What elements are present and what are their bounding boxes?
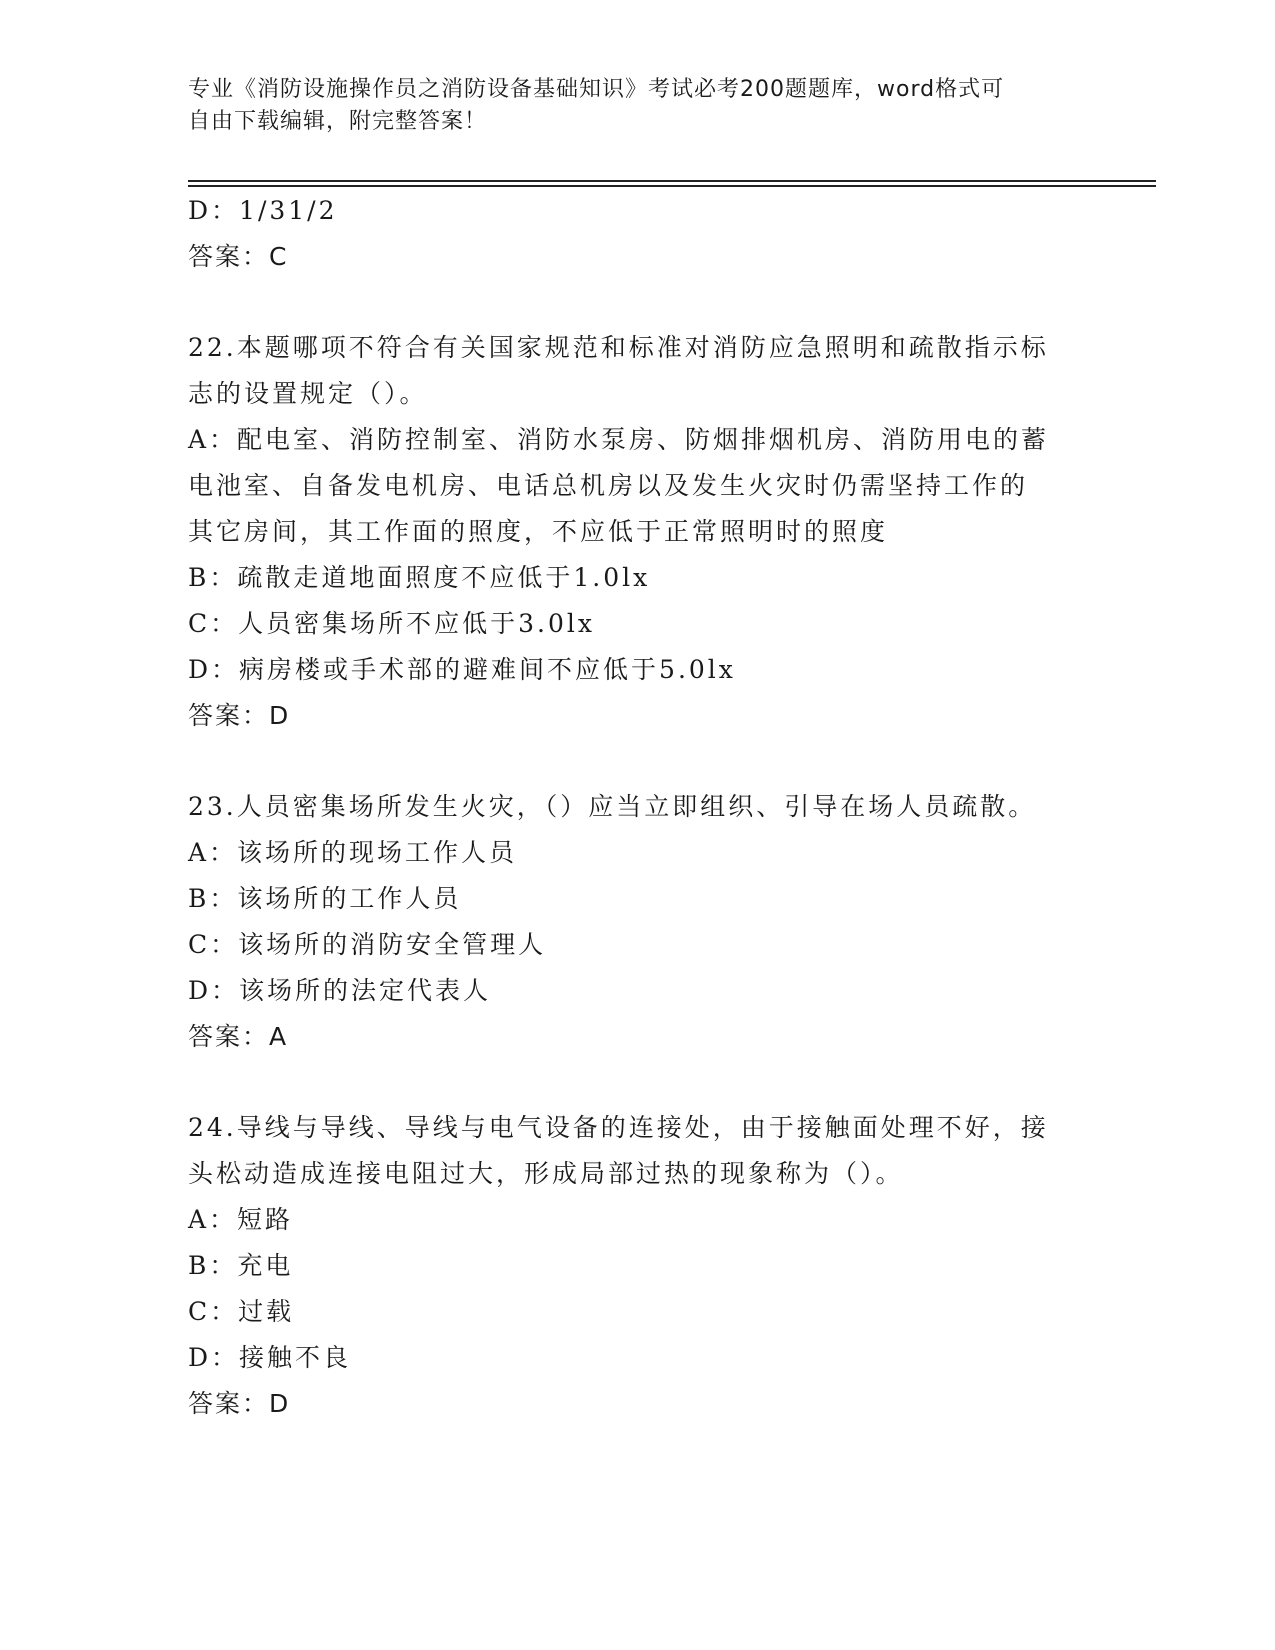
answer-label: 答案：C — [188, 242, 289, 271]
question-stem: 22.本题哪项不符合有关国家规范和标准对消防应急照明和疏散指示标 — [188, 333, 1049, 362]
option-d: D：1/31/2 — [188, 196, 338, 225]
question-stem-cont: 头松动造成连接电阻过大，形成局部过热的现象称为（）。 — [188, 1159, 904, 1188]
header-divider-top — [188, 180, 1156, 182]
spacer — [188, 1060, 1088, 1105]
question-23 — [188, 784, 1088, 1060]
option-b: B：疏散走道地面照度不应低于1.0lx — [188, 563, 651, 592]
option-b: B：该场所的工作人员 — [188, 884, 462, 913]
option-b: B：充电 — [188, 1251, 294, 1280]
spacer — [188, 280, 1088, 325]
answer-label: 答案：A — [188, 1022, 289, 1051]
option-d: D：该场所的法定代表人 — [188, 976, 492, 1005]
question-stem-cont: 志的设置规定（）。 — [188, 379, 428, 408]
question-stem: 23.人员密集场所发生火灾，（）应当立即组织、引导在场人员疏散。 — [188, 792, 1037, 821]
question-stem: 24.导线与导线、导线与电气设备的连接处，由于接触面处理不好，接 — [188, 1113, 1049, 1142]
question-21-tail — [188, 188, 1088, 280]
question-24 — [188, 1105, 1088, 1427]
spacer — [188, 739, 1088, 784]
document-header — [188, 74, 1088, 138]
option-d: D：接触不良 — [188, 1343, 352, 1372]
header-title-line-1: 专业《消防设施操作员之消防设备基础知识》考试必考200题题库，word格式可 — [188, 77, 1005, 102]
header-title-line-2: 自由下载编辑，附完整答案！ — [188, 109, 488, 134]
option-a: A：配电室、消防控制室、消防水泵房、防烟排烟机房、消防用电的蓄 — [188, 425, 1050, 454]
header-divider-bottom — [188, 185, 1156, 187]
option-a: A：该场所的现场工作人员 — [188, 838, 518, 867]
question-content — [188, 188, 1088, 1427]
option-a: A：短路 — [188, 1205, 294, 1234]
option-a-cont: 电池室、自备发电机房、电话总机房以及发生火灾时仍需坚持工作的 — [188, 471, 1029, 500]
answer-label: 答案：D — [188, 1389, 291, 1418]
answer-label: 答案：D — [188, 701, 291, 730]
option-c: C：人员密集场所不应低于3.0lx — [188, 609, 595, 638]
question-22 — [188, 325, 1088, 739]
option-c: C：该场所的消防安全管理人 — [188, 930, 547, 959]
option-c: C：过载 — [188, 1297, 295, 1326]
option-a-cont: 其它房间，其工作面的照度，不应低于正常照明时的照度 — [188, 517, 889, 546]
option-d: D：病房楼或手术部的避难间不应低于5.0lx — [188, 655, 736, 684]
